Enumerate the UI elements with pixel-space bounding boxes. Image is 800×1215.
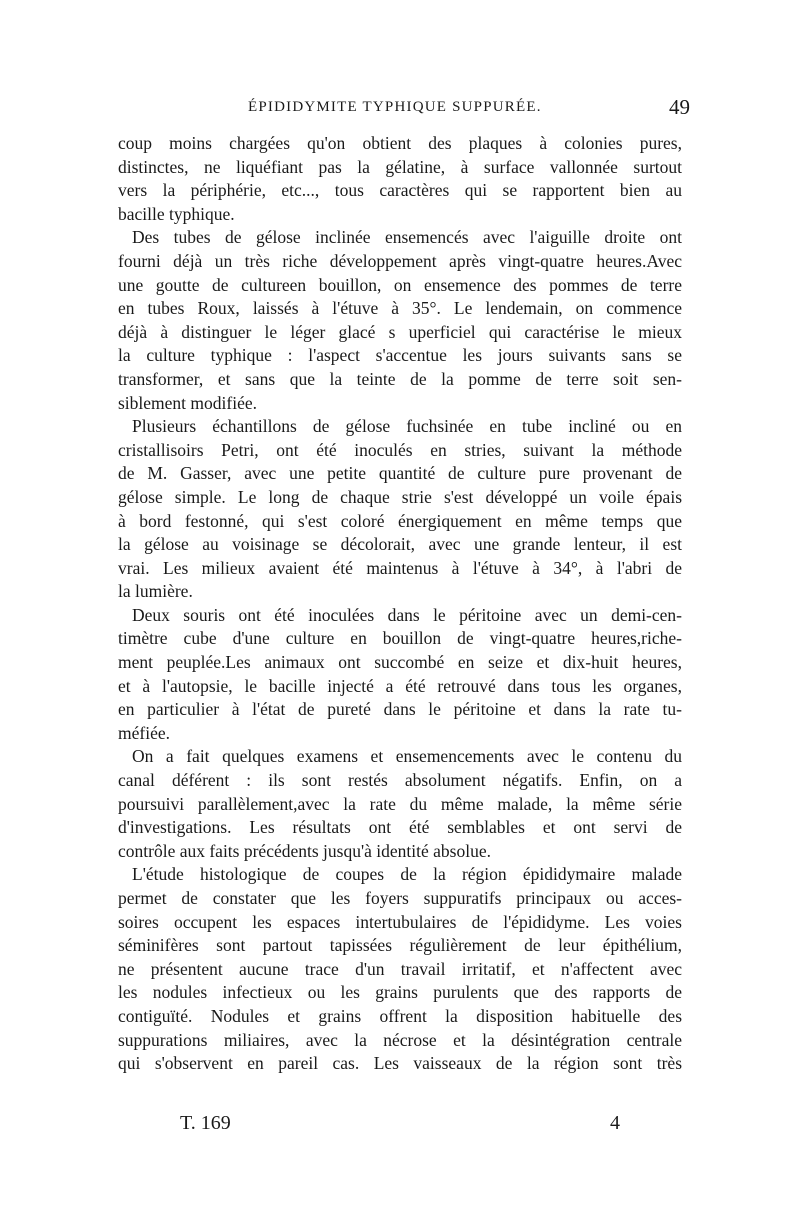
paragraph-gelose-tubes — [118, 226, 682, 415]
paragraph-fuchsin-gelose — [118, 415, 682, 604]
text-line: distinctes, ne liquéfiant pas la gélatine, à surface vallonnée surtout — [118, 156, 682, 177]
running-title: ÉPIDIDYMITE TYPHIQUE SUPPURÉE. — [248, 99, 542, 115]
text-line: en tubes Roux, laissés à l'étuve à 35°. Le lendemain, on commence — [118, 298, 682, 319]
paragraph-histology — [118, 863, 682, 1075]
text-line: soires occupent les espaces intertubulaires de l'épididyme. Les voies — [118, 911, 682, 932]
text-line: timètre cube d'une culture en bouillon de vingt-quatre heures,riche- — [118, 628, 682, 649]
text-line: suppurations miliaires, avec la nécrose et la désintégration centrale — [118, 1029, 682, 1050]
text-line: coup moins chargées qu'on obtient des plaques à colonies pures, — [118, 133, 682, 153]
text-line: transformer, et sans que la teinte de la pomme de terre soit sen- — [118, 368, 682, 389]
paragraph-mice-inoculation — [118, 604, 682, 746]
text-line: contiguïté. Nodules et grains offrent la disposition habituelle des — [118, 1005, 682, 1026]
text-line: permet de constater que les foyers suppuratifs principaux ou acces- — [118, 888, 682, 908]
text-line: de M. Gasser, avec une petite quantité de culture pure provenant de — [118, 463, 682, 484]
page-footer — [180, 1112, 620, 1140]
text-line: déjà à distinguer le léger glacé s uperficiel qui caractérise le mieux — [118, 321, 682, 342]
text-line: Deux souris ont été inoculées dans le péritoine avec un demi-cen- — [132, 604, 682, 625]
paragraph-canal-deferent — [118, 745, 682, 863]
text-line: qui s'observent en pareil cas. Les vaisseaux de la région sont très — [118, 1053, 682, 1074]
text-line: vers la périphérie, etc..., tous caractères qui se rapportent bien au — [118, 180, 682, 201]
text-line: la gélose au voisinage se décolorait, avec une grande lenteur, il est — [118, 534, 682, 555]
text-line: ment peuplée.Les animaux ont succombé en seize et dix-huit heures, — [118, 652, 682, 673]
text-line: la lumière. — [118, 581, 193, 602]
text-line: canal déférent : ils sont restés absolument négatifs. Enfin, on a — [118, 770, 682, 791]
text-line: méfiée. — [118, 722, 170, 743]
text-line: cristallisoirs Petri, ont été inoculés en stries, suivant la méthode — [118, 439, 682, 460]
text-line: et à l'autopsie, le bacille injecté a été retrouvé dans tous les organes, — [118, 675, 682, 696]
text-line: gélose simple. Le long de chaque strie s'est développé un voile épais — [118, 486, 682, 507]
text-line: une goutte de cultureen bouillon, on ensemence des pommes de terre — [118, 274, 682, 295]
text-line: siblement modifiée. — [118, 392, 257, 413]
text-line: d'investigations. Les résultats ont été semblables et ont servi de — [118, 817, 682, 838]
text-line: en particulier à l'état de pureté dans le péritoine et dans la rate tu- — [118, 699, 682, 720]
text-line: contrôle aux faits précédents jusqu'à identité absolue. — [118, 840, 491, 861]
page-number: 49 — [669, 95, 690, 119]
paragraph-continuation — [118, 132, 682, 226]
text-line: L'étude histologique de coupes de la région épididymaire malade — [132, 864, 682, 885]
text-line: les nodules infectieux ou les grains purulents que des rapports de — [118, 982, 682, 1003]
signature-mark: T. 169 — [180, 1112, 231, 1134]
text-line: bacille typhique. — [118, 203, 235, 224]
text-line: vrai. Les milieux avaient été maintenus à l'étuve à 34°, à l'abri de — [118, 557, 682, 578]
body-text — [118, 132, 682, 1076]
text-line: Plusieurs échantillons de gélose fuchsinée en tube incliné ou en — [132, 416, 682, 437]
text-line: ne présentent aucune trace d'un travail irritatif, et n'affectent avec — [118, 958, 682, 979]
text-line: séminifères sont partout tapissées régulièrement de leur épithélium, — [118, 935, 682, 956]
running-head — [110, 95, 690, 123]
text-line: fourni déjà un très riche développement après vingt-quatre heures.Avec — [118, 250, 682, 271]
text-line: poursuivi parallèlement,avec la rate du même malade, la même série — [118, 793, 682, 814]
signature-number: 4 — [610, 1112, 620, 1134]
text-line: On a fait quelques examens et ensemencements avec le contenu du — [132, 746, 682, 767]
text-line: à bord festonné, qui s'est coloré énergiquement en même temps que — [118, 510, 682, 531]
text-line: Des tubes de gélose inclinée ensemencés avec l'aiguille droite ont — [132, 227, 682, 248]
text-line: la culture typhique : l'aspect s'accentue les jours suivants sans se — [118, 345, 682, 366]
